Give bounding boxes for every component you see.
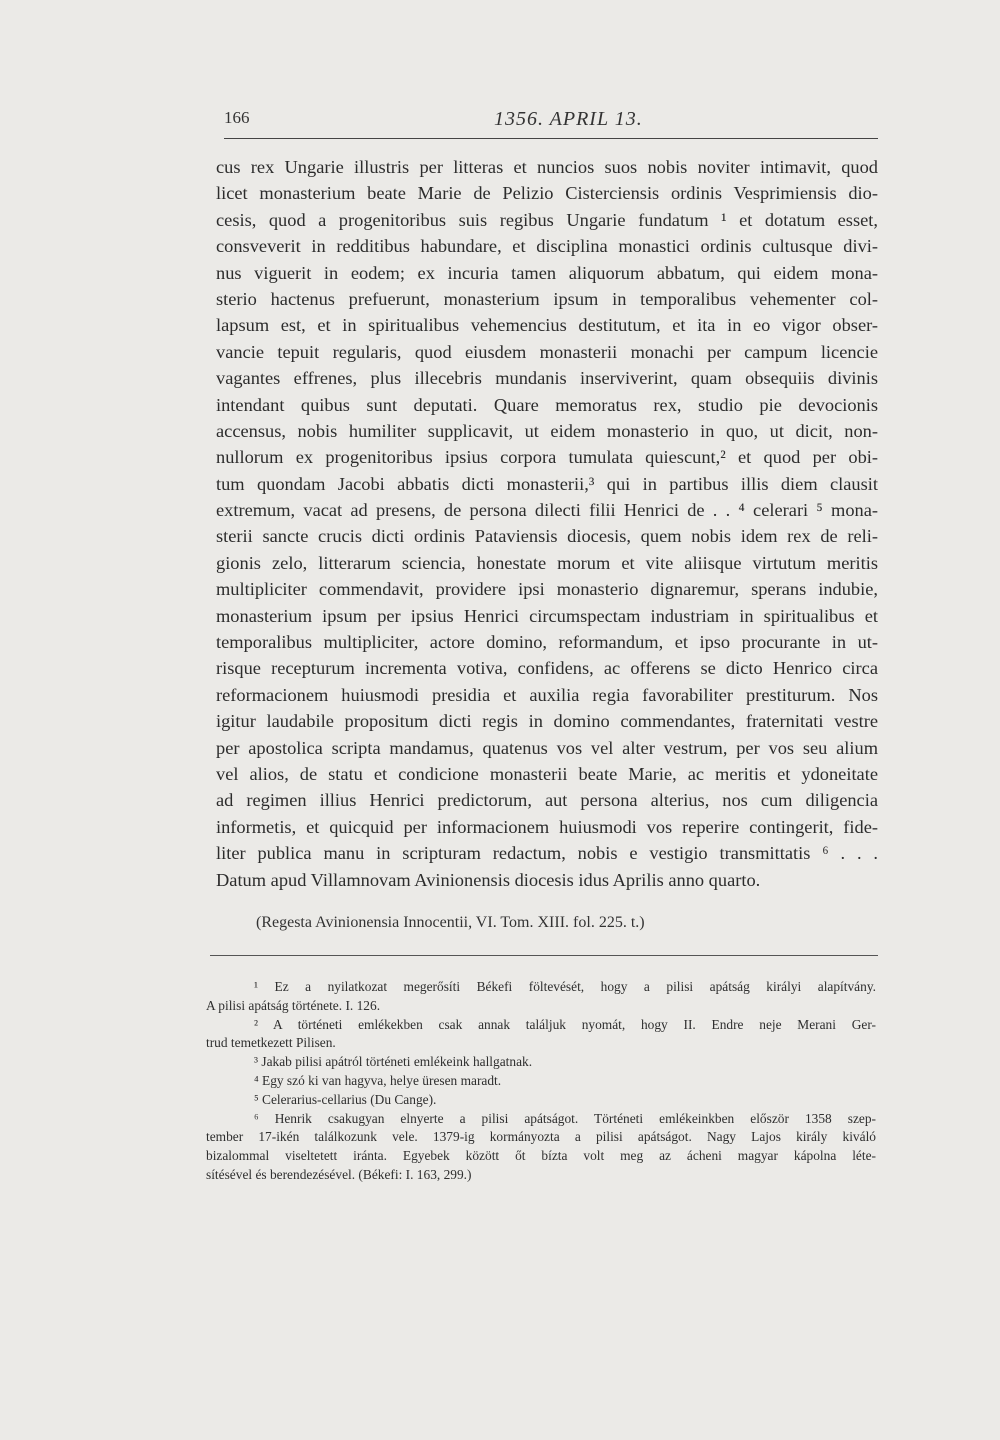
body-line: intendant quibus sunt deputati. Quare memoratus rex, studio pie devocionis xyxy=(216,394,878,415)
footnote-line: sítésével és berendezésével. (Békefi: I. 163, 299.) xyxy=(206,1166,472,1182)
body-line: per apostolica scripta mandamus, quatenus vos vel alter vestrum, per vos seu alium xyxy=(216,737,878,758)
body-line: Datum apud Villamnovam Avinionensis diocesis idus Aprilis anno quarto. xyxy=(216,869,761,890)
body-line: informetis, et quicquid per informacionem huiusmodi vos reperire contingerit, fide- xyxy=(216,816,878,837)
footnote-line: ⁴ Egy szó ki van hagyva, helye üresen maradt. xyxy=(254,1072,502,1088)
footnotes xyxy=(206,978,876,1185)
body-line: vancie tepuit regularis, quod eiusdem monasterii monachi per campum licencie xyxy=(216,341,878,362)
header-rule xyxy=(224,138,878,139)
body-line: vagantes effrenes, plus illecebris mundanis inserviverint, quam obsequiis divinis xyxy=(216,368,878,389)
page-header xyxy=(224,108,878,140)
footnote-line: A pilisi apátság története. I. 126. xyxy=(206,997,381,1013)
footnote-line: ² A történeti emlékekben csak annak találjuk nyomát, hogy II. Endre neje Merani Ger- xyxy=(254,1016,876,1032)
body-text xyxy=(216,154,878,893)
footnote-line: bizalommal viseltetett iránta. Egyebek között őt bízta volt meg az ácheni magyar kápolna léte- xyxy=(206,1148,876,1164)
body-line: consveverit in redditibus habundare, et disciplina monastici ordinis cultusque divi- xyxy=(216,236,878,257)
footnote-rule xyxy=(210,955,878,956)
footnote-line: ¹ Ez a nyilatkozat megerősíti Békefi föltevését, hogy a pilisi apátság királyi alapítvány. xyxy=(254,979,876,994)
body-line: gionis zelo, litterarum sciencia, honestate morum et vite aliisque virtutum meritis xyxy=(216,552,878,573)
body-line: licet monasterium beate Marie de Pelizio Cisterciensis ordinis Vesprimiensis dio- xyxy=(216,183,878,204)
body-line: lapsum est, et in spiritualibus vehemencius destitutum, et ita in eo vigor obser- xyxy=(216,315,878,336)
footnote-line: ⁶ Henrik csakugyan elnyerte a pilisi apátságot. Történeti emlékeinkben először 1358 szep- xyxy=(254,1110,876,1126)
body-line: reformacionem huiusmodi presidia et auxilia regia favorabiliter prestiturum. Nos xyxy=(216,684,878,705)
body-line: ad regimen illius Henrici predictorum, aut persona alterius, nos cum diligencia xyxy=(216,790,878,811)
body-line: extremum, vacat ad presens, de persona dilecti filii Henrici de . . ⁴ celerari ⁵ mona- xyxy=(216,500,878,521)
source-citation: (Regesta Avinionensia Innocentii, VI. Tom. XIII. fol. 225. t.) xyxy=(256,914,645,931)
body-line: igitur laudabile propositum dicti regis in domino commendantes, fraternitati vestre xyxy=(216,711,878,732)
running-title: 1356. APRIL 13. xyxy=(494,108,643,130)
body-line: monasterium ipsum per ipsius Henrici circumspectam industriam in spiritualibus et xyxy=(216,605,878,626)
body-line: sterio hactenus prefuerunt, monasterium ipsum in temporalibus vehementer col- xyxy=(216,288,878,309)
body-line: cesis, quod a progenitoribus suis regibus Ungarie fundatum ¹ et dotatum esset, xyxy=(216,209,878,230)
body-line: vel alios, de statu et condicione monasterii beate Marie, ac meritis et ydoneitate xyxy=(216,763,878,784)
footnote-line: tember 17-ikén találkozunk vele. 1379-ig kormányozta a pilisi apátságot. Nagy Lajos király kiváló xyxy=(206,1129,876,1145)
body-line: tum quondam Jacobi abbatis dicti monasterii,³ qui in partibus illis diem clausit xyxy=(216,473,878,494)
footnote-line: ³ Jakab pilisi apátról történeti emlékeink hallgatnak. xyxy=(254,1054,533,1070)
body-line: multipliciter commendavit, providere ipsi monasterio dignaremur, sperans indubie, xyxy=(216,579,878,600)
footnote-line: trud temetkezett Pilisen. xyxy=(206,1035,336,1051)
body-line: nus viguerit in eodem; ex incuria tamen aliquorum abbatum, qui eidem mona- xyxy=(216,262,878,283)
body-line: temporalibus multipliciter, actore domino, reformandum, et ipso procurante in ut- xyxy=(216,632,878,653)
body-line: accensus, nobis humiliter supplicavit, ut eidem monasterio in quo, ut dicit, non- xyxy=(216,420,878,441)
body-line: liter publica manu in scripturam redactum, nobis e vestigio transmittatis ⁶ . . . xyxy=(216,843,878,864)
body-line: cus rex Ungarie illustris per litteras et nuncios suos nobis noviter intimavit, quod xyxy=(216,157,878,177)
page-number: 166 xyxy=(224,108,250,127)
body-line: sterii sancte crucis dicti ordinis Pataviensis diocesis, quem nobis idem rex de reli- xyxy=(216,526,878,547)
body-line: risque recepturum incrementa votiva, confidens, ac offerens se dicto Henrico circa xyxy=(216,658,878,679)
body-line: nullorum ex progenitoribus ipsius corpora tumulata quiescunt,² et quod per obi- xyxy=(216,447,878,468)
footnote-line: ⁵ Celerarius-cellarius (Du Cange). xyxy=(254,1091,437,1107)
